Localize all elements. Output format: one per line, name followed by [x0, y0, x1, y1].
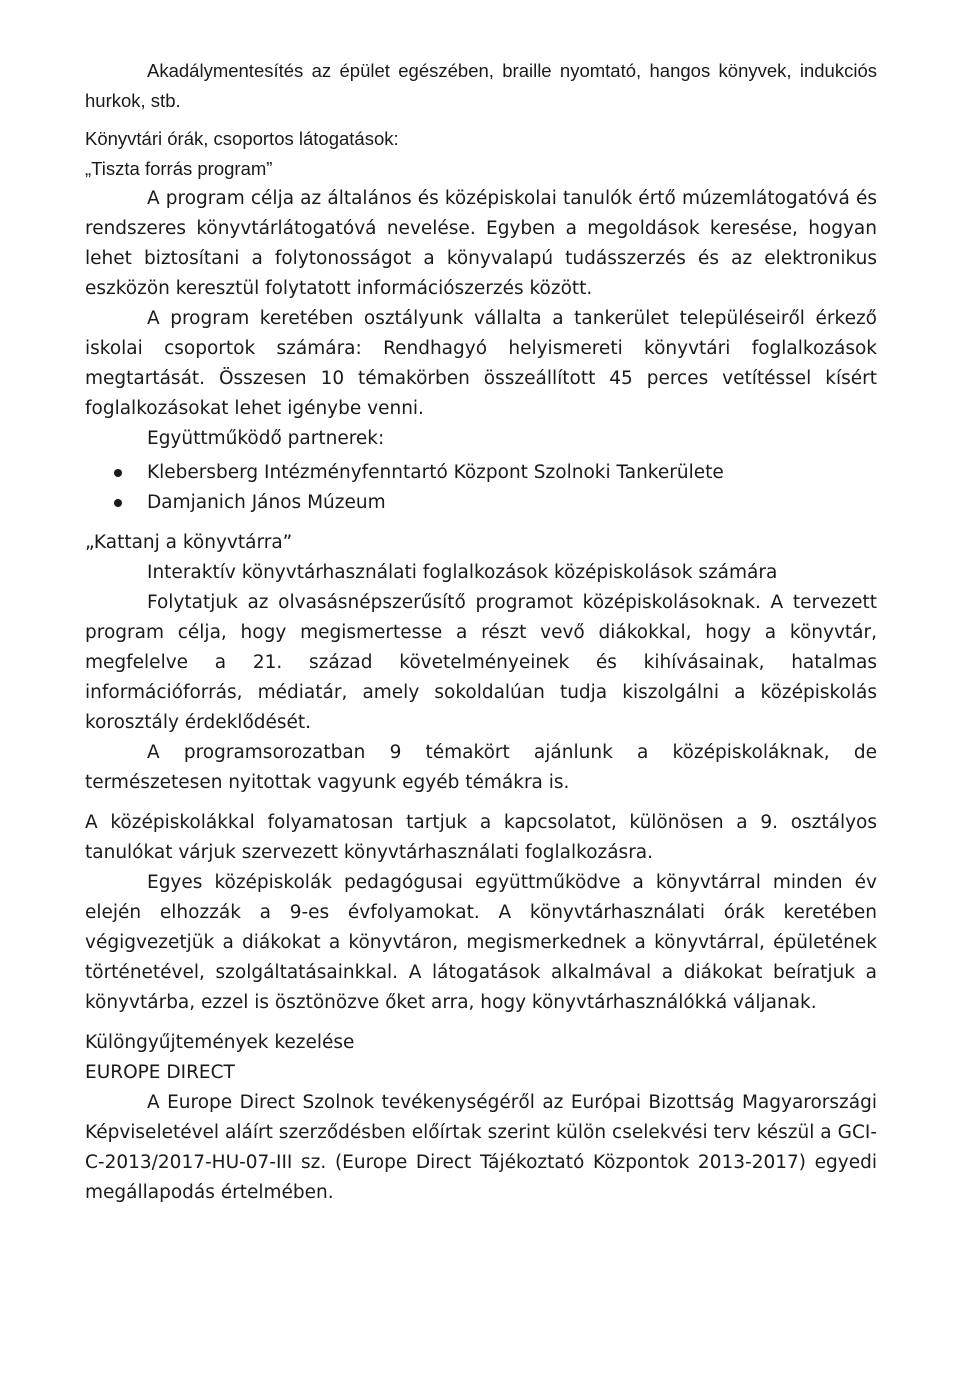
bullet-icon [114, 469, 122, 477]
reading-promotion-paragraph: Folytatjuk az olvasásnépszerűsítő programot középiskolásoknak. A tervezett program célja, hogy megismertesse a részt vevő diákokkal, hogy a könyvtár, megfelelve a 21. század követelményeinek és kihívásainak, hatalmas információforrás, médiatár, amely sokoldalúan tudja kiszolgálni a középiskolás korosztály érdeklődését. [85, 592, 877, 733]
partners-list [85, 458, 877, 518]
document-page [85, 56, 877, 1208]
interactive-sessions-line: Interaktív könyvtárhasználati foglalkozások középiskolások számára [147, 562, 778, 583]
secondary-schools-paragraph: A középiskolákkal folyamatosan tartjuk a kapcsolatot, különösen a 9. osztályos tanulókat várjuk szervezett könyvtárhasználati foglalkozásra. [85, 812, 877, 863]
program-framework-paragraph: A program keretében osztályunk vállalta a tankerület településeiről érkező iskolai csoportok számára: Rendhagyó helyismereti könyvtári foglalkozások megtartását. Összesen 10 témakörben összeállított 45 perces vetítéssel kísért foglalkozásokat lehet igénybe venni. [85, 308, 877, 419]
tiszta-forras-paragraph: A program célja az általános és középiskolai tanulók értő múzemlátogatóvá és rendszeres könyvtárlátogatóvá nevelése. Egyben a megoldások keresése, hogyan lehet biztosítani a folytonosságot a könyvalapú tudásszerzés és az elektronikus eszközön keresztül folytatott információszerzés között. [85, 188, 877, 299]
bullet-icon [114, 499, 122, 507]
program-series-paragraph: A programsorozatban 9 témakört ajánlunk a középiskoláknak, de természetesen nyitottak vagyunk egyéb témákra is. [85, 742, 877, 793]
library-lessons-heading: Könyvtári órák, csoportos látogatások: [85, 128, 399, 149]
teachers-paragraph: Egyes középiskolák pedagógusai együttműködve a könyvtárral minden év elején elhozzák a 9-es évfolyamokat. A könyvtárhasználati órák keretében végigvezetjük a diákokat a könyvtáron, megismerkednek a könyvtárral, épületének történetével, szolgáltatásainkkal. A látogatások alkalmával a diákokat beíratjuk a könyvtárba, ezzel is ösztönözve őket arra, hogy könyvtárhasználókká váljanak. [85, 872, 877, 1013]
list-item [85, 458, 877, 488]
tiszta-forras-heading: „Tiszta forrás program” [85, 158, 273, 179]
partner-name: Damjanich János Múzeum [147, 492, 386, 513]
accessibility-paragraph: Akadálymentesítés az épület egészében, braille nyomtató, hangos könyvek, indukciós hurkok, stb. [85, 60, 877, 111]
list-item [85, 488, 877, 518]
special-collections-heading: Különgyűjtemények kezelése [85, 1032, 355, 1053]
partners-label: Együttműködő partnerek: [147, 428, 385, 449]
europe-direct-paragraph: A Europe Direct Szolnok tevékenységéről az Európai Bizottság Magyarországi Képviseletével aláírt szerződésben előírtak szerint külön cselekvési terv készül a GCI-C-2013/2017-HU-07-III sz. (Europe Direct Tájékoztató Központok 2013-2017) egyedi megállapodás értelmében. [85, 1092, 877, 1203]
europe-direct-heading: EUROPE DIRECT [85, 1062, 235, 1083]
partner-name: Klebersberg Intézményfenntartó Központ Szolnoki Tankerülete [147, 462, 724, 483]
kattanj-heading: „Kattanj a könyvtárra” [85, 532, 293, 553]
